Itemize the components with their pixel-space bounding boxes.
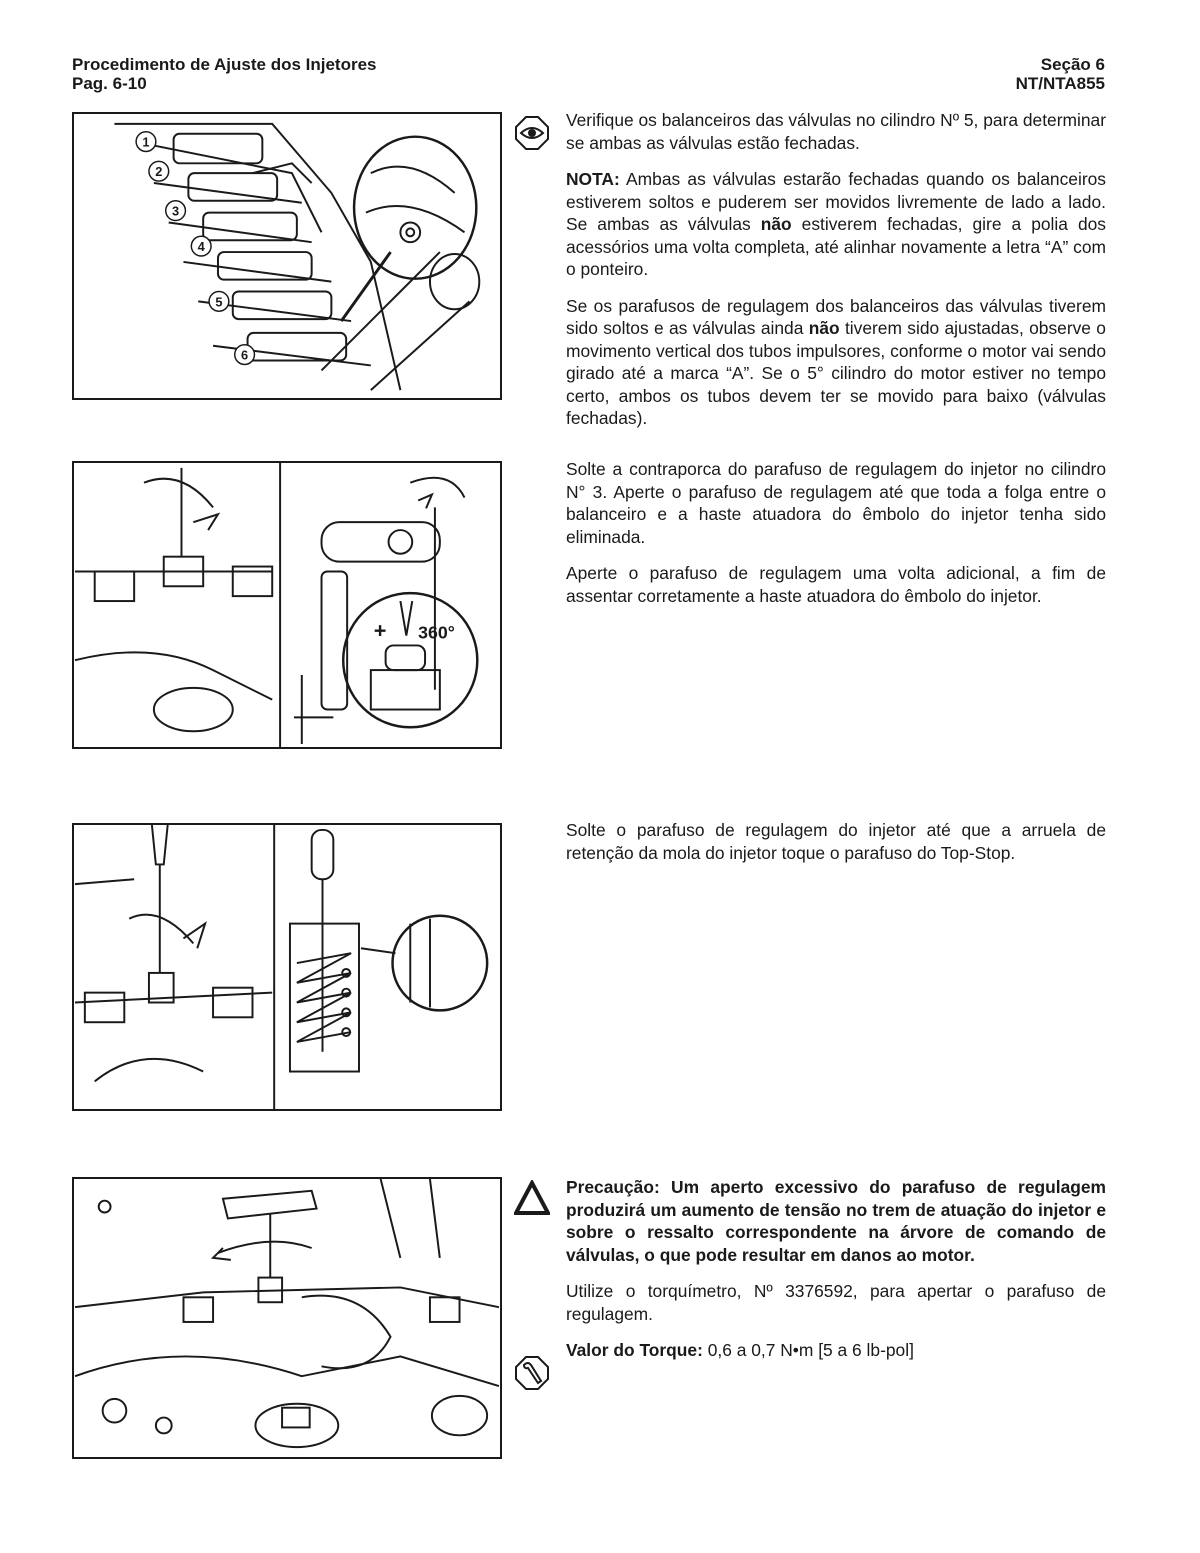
svg-text:6: 6 [241, 347, 249, 363]
figure-injector-adjustment [72, 461, 502, 749]
step-1-instruction: Verifique os balanceiros das válvulas no cilindro Nº 5, para determinar se ambas as válvulas estão fechadas. [566, 110, 1106, 153]
injector-adjustment-illustration [74, 463, 500, 747]
engine-model: NT/NTA855 [1015, 74, 1105, 93]
page-header-right [1016, 55, 1105, 93]
torque-wrench-illustration [74, 1179, 500, 1457]
top-stop-illustration [74, 825, 500, 1109]
valve-rockers-illustration [74, 114, 500, 398]
torque-wrench-instruction: Utilize o torquímetro, Nº 3376592, para apertar o parafuso de regulagem. [566, 1281, 1106, 1324]
torque-wrench-icon [514, 1355, 550, 1391]
step-3-text [566, 819, 1106, 878]
callout-6 [235, 345, 255, 365]
plus-sign: + [373, 617, 387, 643]
page-number: Pag. 6-10 [72, 74, 147, 93]
svg-text:5: 5 [215, 294, 223, 310]
svg-text:1: 1 [142, 134, 150, 150]
eye-icon [514, 115, 550, 151]
torque-value-line [566, 1339, 1106, 1362]
step-2-text [566, 458, 1106, 621]
svg-text:4: 4 [197, 239, 205, 255]
step-3-top-stop: Solte o parafuso de regulagem do injetor até que a arruela de retenção da mola do injetor toque o parafuso do Top-Stop. [566, 820, 1106, 863]
callout-5 [209, 292, 229, 312]
step-2-extra-turn: Aperte o parafuso de regulagem uma volta adicional, a fim de assentar corretamente a haste atuadora do êmbolo do injetor. [566, 563, 1106, 606]
step-1-text [566, 109, 1106, 444]
callout-1 [136, 132, 156, 152]
step-2-loosen-locknut: Solte a contraporca do parafuso de regulagem do injetor no cilindro N° 3. Aperte o parafuso de regulagem até que toda a folga entre o balanceiro e a haste atuadora do êmbolo do injetor tenha sido eliminada. [566, 459, 1106, 547]
document-title: Procedimento de Ajuste dos Injetores [72, 55, 377, 74]
note-label: NOTA: [566, 169, 620, 189]
svg-text:3: 3 [172, 203, 180, 219]
figure-top-stop [72, 823, 502, 1111]
step-1-observation: Se os parafusos de regulagem dos balanceiros das válvulas tiverem sido soltos e as válvulas ainda não tiverem sido ajustadas, observe o movimento vertical dos tubos impulsores, conforme o motor vai sendo girado até a marca “A”. Se o 5° cilindro do motor estiver no tempo certo, ambos os tubos devem ter se movido para baixo (válvulas fechadas). [566, 295, 1106, 428]
torque-value: 0,6 a 0,7 N•m [5 a 6 lb-pol] [702, 1340, 914, 1360]
callout-2 [149, 161, 169, 181]
callout-4 [191, 236, 211, 256]
figure-valve-rockers [72, 112, 502, 400]
torque-label: Valor do Torque: [566, 1340, 703, 1360]
step-1-note: NOTA: Ambas as válvulas estarão fechadas quando os balanceiros estiverem soltos e puderem ser movidos livremente de lado a lado. Se ambas as válvulas não estiverem fechadas, gire a polia dos acessórios uma volta completa, até alinhar novamente a letra “A” com o ponteiro. [566, 169, 1106, 279]
page-header-left [72, 55, 377, 93]
callout-3 [166, 201, 186, 221]
step-4-text [566, 1176, 1106, 1376]
section-label: Seção 6 [1040, 55, 1105, 74]
warning-triangle-icon [514, 1180, 550, 1216]
svg-text:2: 2 [155, 164, 163, 180]
figure-torque-wrench [72, 1177, 502, 1459]
caution-text: Precaução: Um aperto excessivo do parafuso de regulagem produzirá um aumento de tensão no trem de atuação do injetor e sobre o ressalto correspondente na árvore de comando de válvulas, o que pode resultar em danos ao motor. [566, 1177, 1106, 1265]
angle-label: 360° [418, 622, 455, 643]
